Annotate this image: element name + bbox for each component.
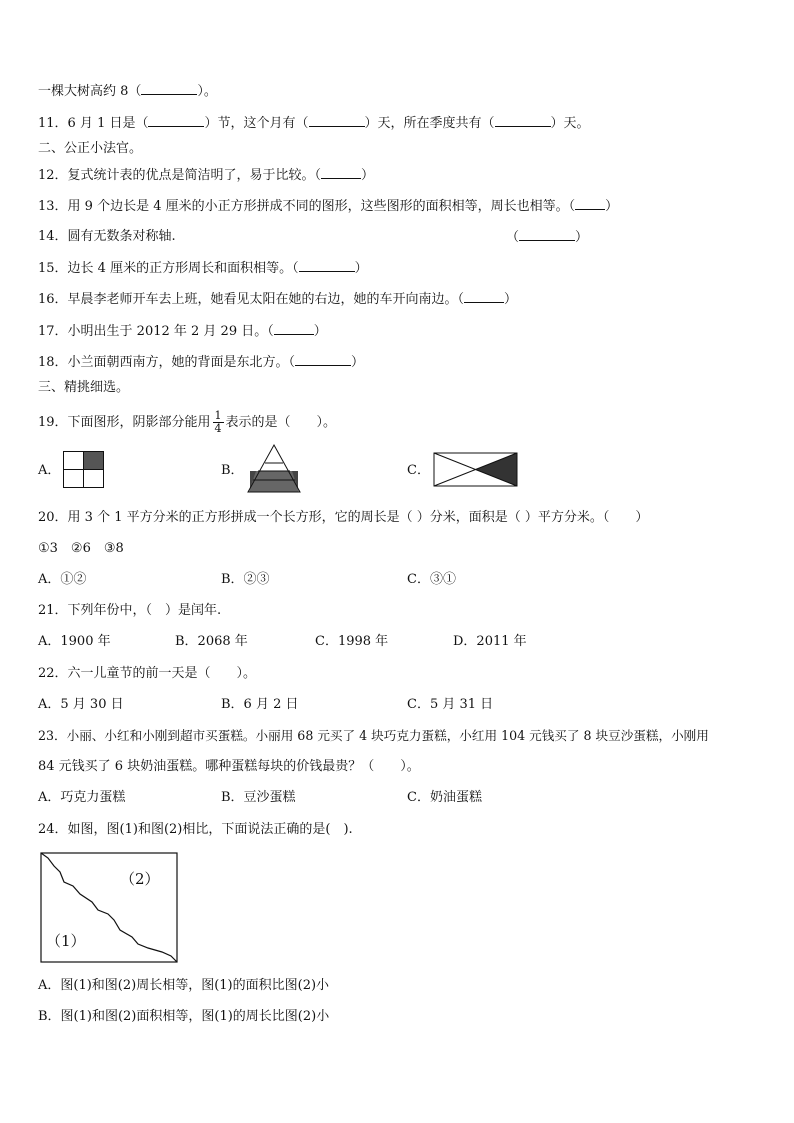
answer-blank[interactable]	[274, 322, 314, 335]
figure-b-shaded-base	[249, 471, 299, 492]
q20-option-c[interactable]: C．③①	[407, 572, 456, 587]
answer-blank-holiday[interactable]	[148, 114, 204, 127]
question-11	[38, 114, 590, 133]
q19-figure-c[interactable]	[433, 452, 519, 488]
q24-option-b[interactable]: B．图(1)和图(2)面积相等，图(1)的周长比图(2)小	[38, 1009, 330, 1024]
fraction-one-quarter	[213, 410, 224, 435]
q19-option-b-label[interactable]: B．	[221, 463, 244, 478]
answer-blank[interactable]	[321, 166, 361, 179]
q18-text: 18．小兰面朝西南方，她的背面是东北方。（	[38, 355, 296, 370]
answer-blank-days[interactable]	[309, 114, 365, 127]
q20-option-a[interactable]: A．①②	[38, 572, 87, 587]
q20-option-b[interactable]: B．②③	[221, 572, 270, 587]
answer-blank[interactable]	[575, 197, 605, 210]
q24-label-1: （1）	[46, 932, 86, 950]
q10-tail-close: ）。	[197, 84, 217, 99]
question-23-line-1: 23．小丽、小红和小刚到超市买蛋糕。小丽用 68 元买了 4 块巧克力蛋糕，小红用 104 元钱买了 8 块豆沙蛋糕，小刚用	[38, 728, 709, 743]
q21-option-a[interactable]: A．1900 年	[38, 634, 111, 649]
question-16	[38, 290, 517, 309]
q22-option-c[interactable]: C．5 月 31 日	[407, 697, 494, 712]
q16-close: ）	[504, 292, 518, 307]
q23-option-c[interactable]: C．奶油蛋糕	[407, 790, 482, 805]
section-2-title: 二、公正小法官。	[38, 141, 143, 156]
q23-option-a[interactable]: A．巧克力蛋糕	[38, 790, 126, 805]
q22-option-a[interactable]: A．5 月 30 日	[38, 697, 124, 712]
q12-close: ）	[361, 168, 375, 183]
answer-blank[interactable]	[464, 290, 504, 303]
q19-text: 19．下面图形，阴影部分能用	[38, 415, 211, 430]
q21-option-d[interactable]: D．2011 年	[453, 634, 527, 649]
q11-text-4: ）天。	[550, 116, 590, 131]
q11-text-3: ）天，所在季度共有（	[364, 116, 495, 131]
question-23-line-2: 84 元钱买了 6 块奶油蛋糕。哪种蛋糕每块的价钱最贵？（ ）。	[38, 759, 420, 774]
q19-figure-a[interactable]	[63, 451, 105, 489]
answer-blank[interactable]	[299, 259, 355, 272]
question-12	[38, 166, 374, 185]
q23-option-b[interactable]: B．豆沙蛋糕	[221, 790, 296, 805]
answer-blank-quarter[interactable]	[495, 114, 551, 127]
q19-figure-b[interactable]	[247, 444, 301, 494]
figure-c-shaded-triangle	[476, 453, 517, 486]
figure-a-shaded-quarter	[84, 452, 104, 470]
q10-tail	[38, 82, 217, 101]
q24-label-2: （2）	[120, 870, 160, 888]
q14-close: ）	[575, 230, 589, 245]
fraction-numerator: 1	[214, 409, 222, 422]
question-17	[38, 322, 327, 341]
q11-text-2: ）节，这个月有（	[204, 116, 309, 131]
q14-open: （	[506, 230, 520, 245]
question-21: 21．下列年份中，（ ）是闰年.	[38, 603, 222, 618]
q17-close: ）	[313, 324, 327, 339]
q21-option-c[interactable]: C．1998 年	[315, 634, 389, 649]
question-24: 24．如图，图(1)和图(2)相比，下面说法正确的是( ).	[38, 822, 353, 837]
q10-tail-text: 一棵大树高约 8（	[38, 84, 142, 99]
question-22: 22．六一儿童节的前一天是（ ）。	[38, 666, 257, 681]
section-3-title: 三、精挑细选。	[38, 380, 130, 395]
question-18	[38, 353, 364, 372]
q22-option-b[interactable]: B．6 月 2 日	[221, 697, 299, 712]
q12-text: 12．复式统计表的优点是简洁明了，易于比较。（	[38, 168, 322, 183]
q19-option-a-label[interactable]: A．	[38, 463, 61, 478]
q16-text: 16．早晨李老师开车去上班，她看见太阳在她的右边，她的车开向南边。（	[38, 292, 465, 307]
q19-text-end: 表示的是（ ）。	[225, 415, 337, 430]
q13-text: 13．用 9 个边长是 4 厘米的小正方形拼成不同的图形，这些图形的面积相等，周长也相等。（	[38, 199, 576, 214]
q15-close: ）	[354, 261, 368, 276]
question-20: 20．用 3 个 1 平方分米的正方形拼成一个长方形，它的周长是（ ）分米，面积是（ ）平方分米。（ ）	[38, 510, 649, 525]
q11-text-1: 11．6 月 1 日是（	[38, 116, 149, 131]
question-15	[38, 259, 368, 278]
q20-choices: ①3 ②6 ③8	[38, 541, 124, 556]
fraction-denominator: 4	[214, 422, 222, 435]
question-14-answer	[506, 228, 588, 247]
answer-blank[interactable]	[295, 353, 351, 366]
answer-blank[interactable]	[141, 82, 197, 95]
question-14: 14．圆有无数条对称轴.	[38, 229, 176, 244]
question-13	[38, 197, 618, 216]
q15-text: 15．边长 4 厘米的正方形周长和面积相等。（	[38, 261, 299, 276]
q18-close: ）	[351, 355, 365, 370]
answer-blank[interactable]	[519, 228, 575, 241]
q17-text: 17．小明出生于 2012 年 2 月 29 日。（	[38, 324, 274, 339]
q21-option-b[interactable]: B．2068 年	[175, 634, 248, 649]
q24-option-a[interactable]: A．图(1)和图(2)周长相等，图(1)的面积比图(2)小	[38, 978, 330, 993]
q13-close: ）	[605, 199, 619, 214]
q19-option-c-label[interactable]: C．	[407, 463, 430, 478]
question-19	[38, 410, 336, 435]
